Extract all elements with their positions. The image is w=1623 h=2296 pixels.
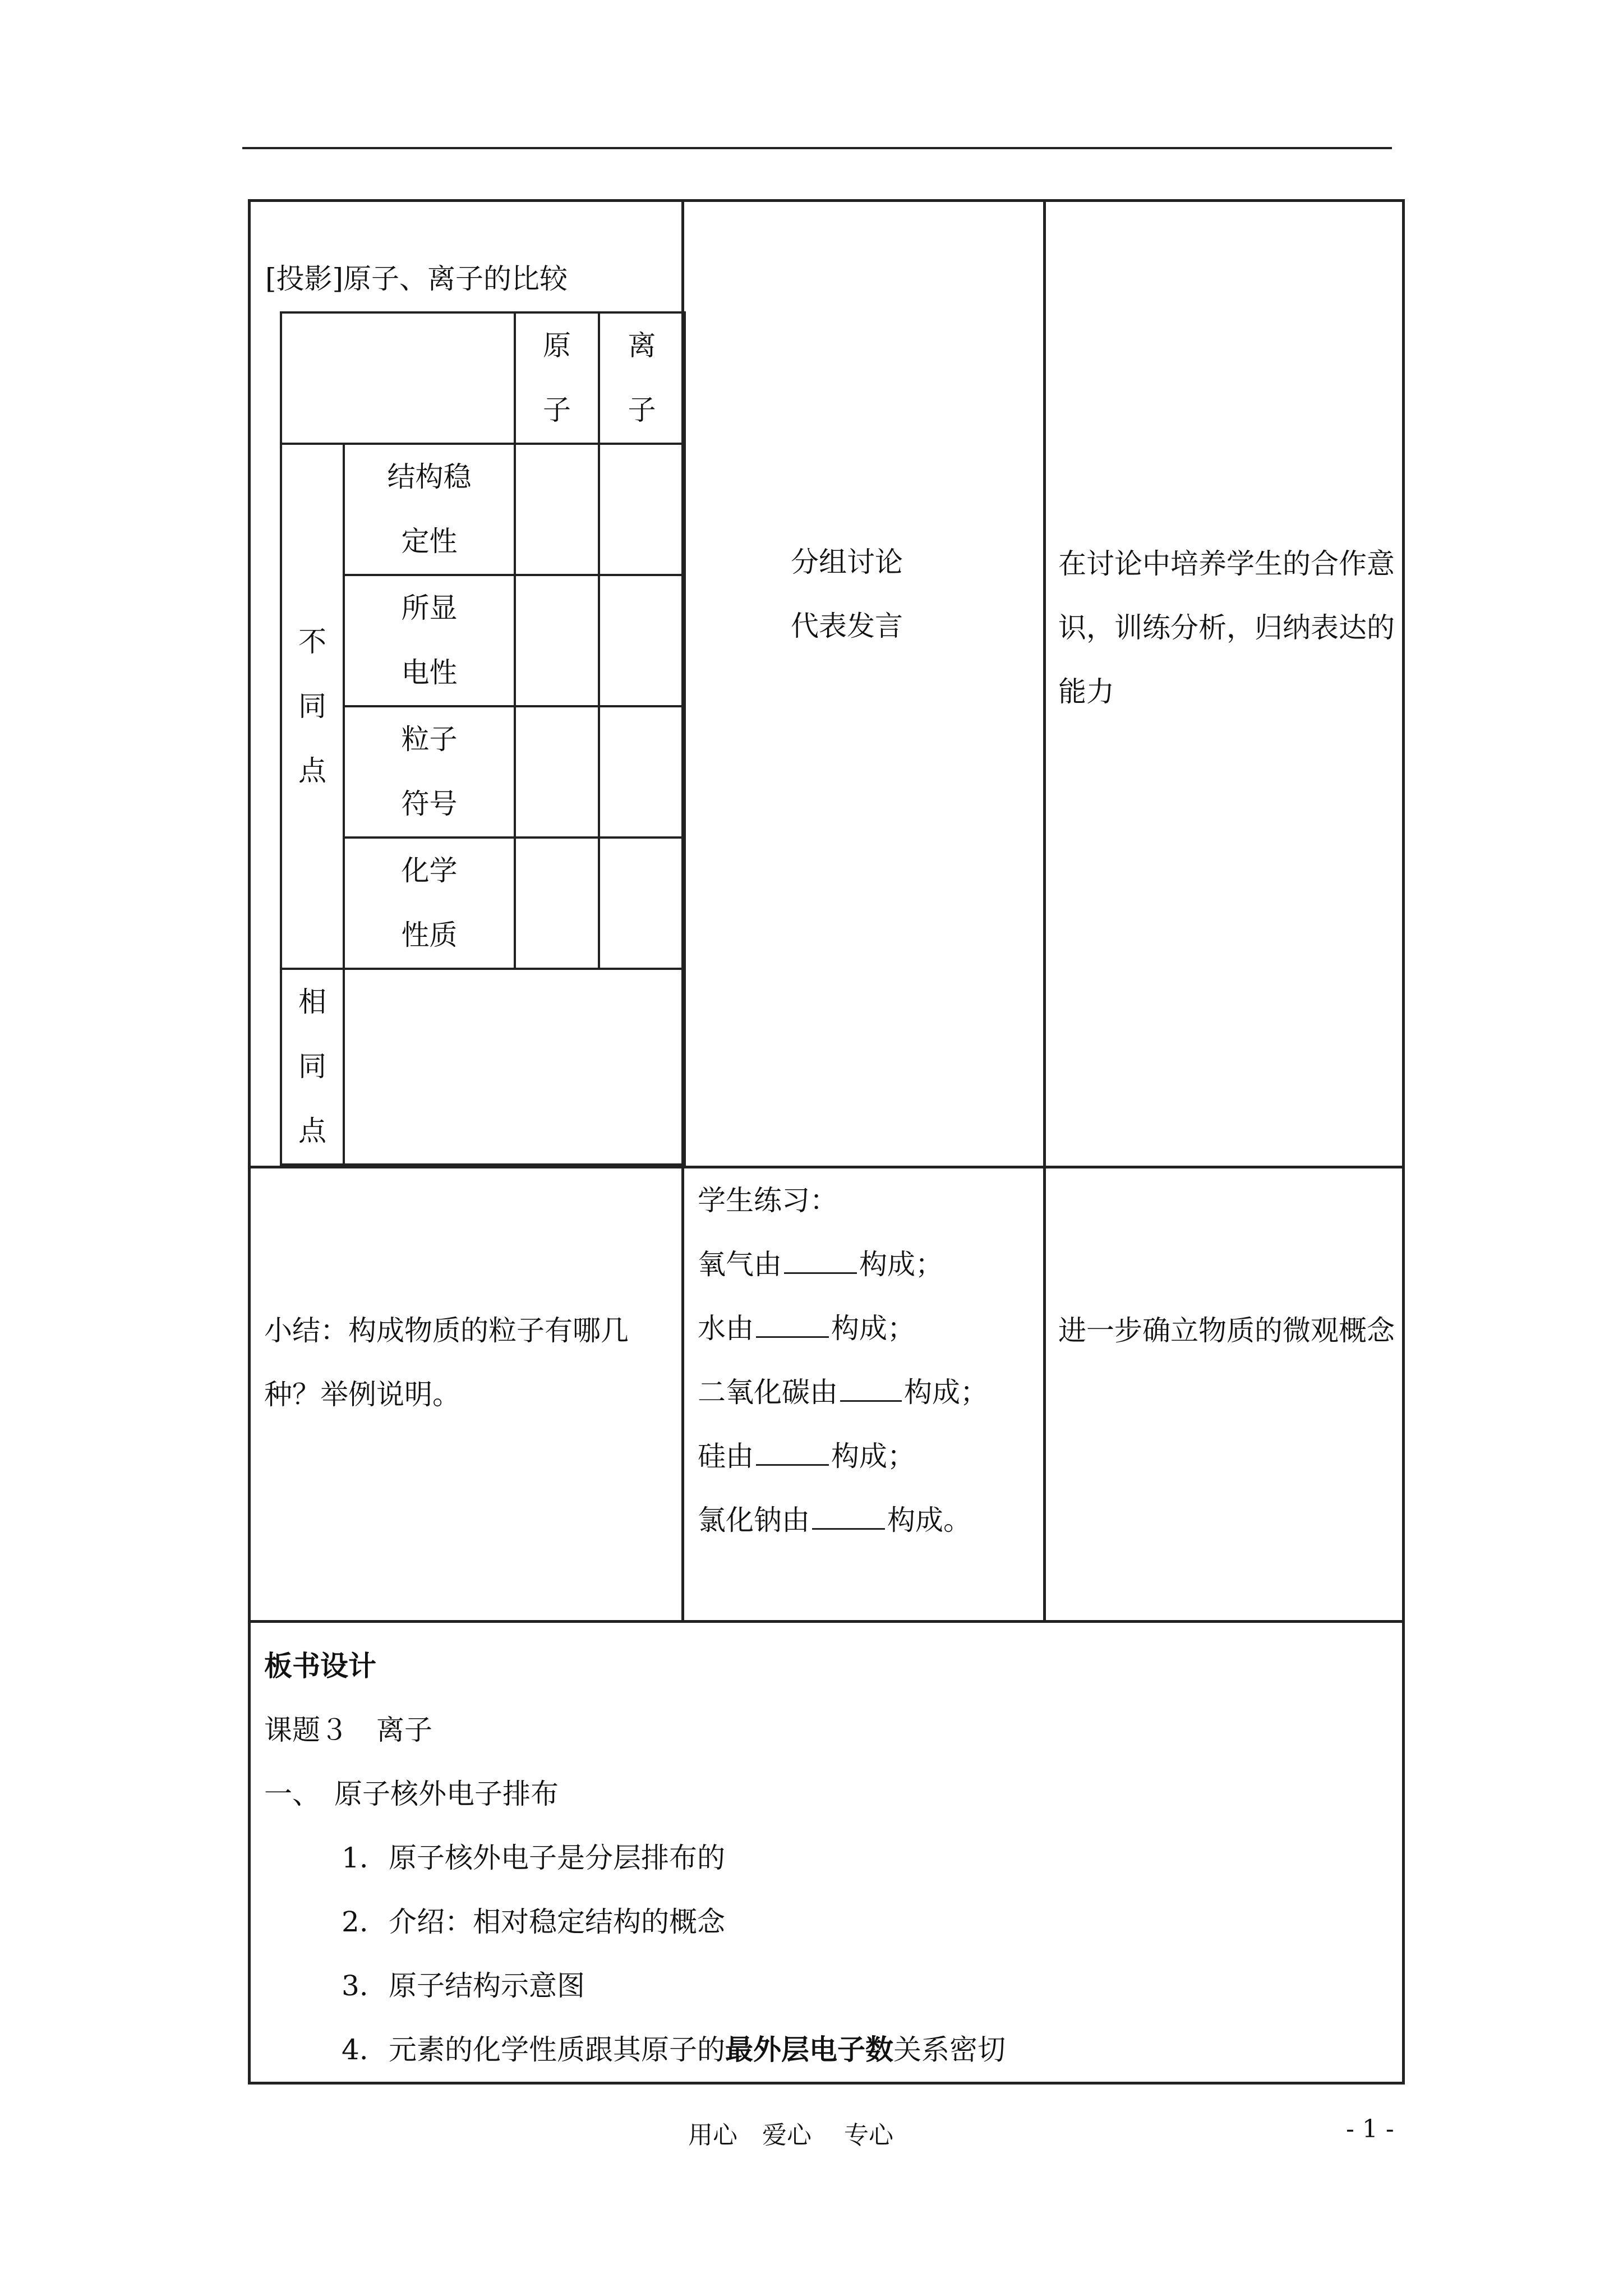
purpose-discussion-text: 在讨论中培养学生的合作意识，训练分析，归纳表达的能力 [1058,547,1395,708]
board-heading: 板书设计 [264,1649,376,1682]
bold-keyword: 最外层电子数 [725,2033,893,2066]
row-summary [250,1167,1404,1622]
row-board-design [250,1622,1404,2083]
page-number: - 1 - [1346,2115,1394,2143]
summary-text: 小结：构成物质的粒子有哪几种？举例说明。 [264,1314,629,1411]
purpose-concept-text: 进一步确立物质的微观概念 [1058,1314,1395,1347]
cmp-corner-cell [281,312,515,444]
board-item-1: 1. 原子核外电子是分层排布的 [342,1842,725,1874]
group-different: 不同点 [281,444,344,969]
row-label-charge: 所显电性 [344,575,515,706]
board-lesson: 课题３ 离子 [264,1714,432,1746]
header-rule [242,147,1392,149]
exercise-oxygen: 氧气由 构成； [698,1232,1043,1296]
cell-ion-symbol [599,706,685,838]
cell-ion-chemistry [599,838,685,969]
col-header-ion: 离子 [599,312,685,444]
col-header-atom: 原子 [515,312,599,444]
board-section: 一、 原子核外电子排布 [264,1778,559,1810]
page-footer [0,2115,1623,2154]
exercise-water: 水由 构成； [698,1296,1043,1360]
lesson-table [248,199,1405,2085]
answer-blank [840,1368,902,1402]
activity-line-2: 代表发言 [791,610,903,642]
exercise-silicon: 硅由 构成； [698,1424,1043,1488]
cell-same-content [344,969,685,1165]
row-label-chemistry: 化学性质 [344,838,515,969]
cell-atom-symbol [515,706,599,838]
cell-student-activity [683,201,1045,1167]
cell-exercises [683,1167,1045,1622]
cell-atom-charge [515,575,599,706]
board-item-2: 2. 介绍：相对稳定结构的概念 [342,1906,725,1938]
exercise-nacl: 氯化钠由 构成。 [698,1488,1043,1552]
cell-purpose-concept [1045,1167,1404,1622]
answer-blank [784,1240,857,1274]
row-comparison [250,201,1404,1167]
cell-summary [250,1167,683,1622]
row-label-symbol: 粒子符号 [344,706,515,838]
footer-slogan: 用心 爱心 专心 [688,2121,893,2150]
board-item-4: 4. 元素的化学性质跟其原子的最外层电子数关系密切 [342,2033,1006,2066]
row-label-stability: 结构稳定性 [344,444,515,575]
cell-teacher-comparison [250,201,683,1167]
group-same: 相同点 [281,969,344,1165]
board-item-3: 3. 原子结构示意图 [342,1970,585,2002]
intro-text: [投影]原子、离子的比较 [265,263,568,295]
answer-blank [756,1432,829,1466]
activity-line-1: 分组讨论 [791,546,903,578]
cell-atom-chemistry [515,838,599,969]
exercise-co2: 二氧化碳由 构成； [698,1360,1043,1424]
exercise-title: 学生练习： [698,1184,838,1217]
cell-board-design [250,1622,1404,2083]
cell-purpose-discussion [1045,201,1404,1167]
comparison-table [280,311,686,1166]
cell-atom-stability [515,444,599,575]
answer-blank [756,1304,829,1338]
answer-blank [812,1496,885,1530]
